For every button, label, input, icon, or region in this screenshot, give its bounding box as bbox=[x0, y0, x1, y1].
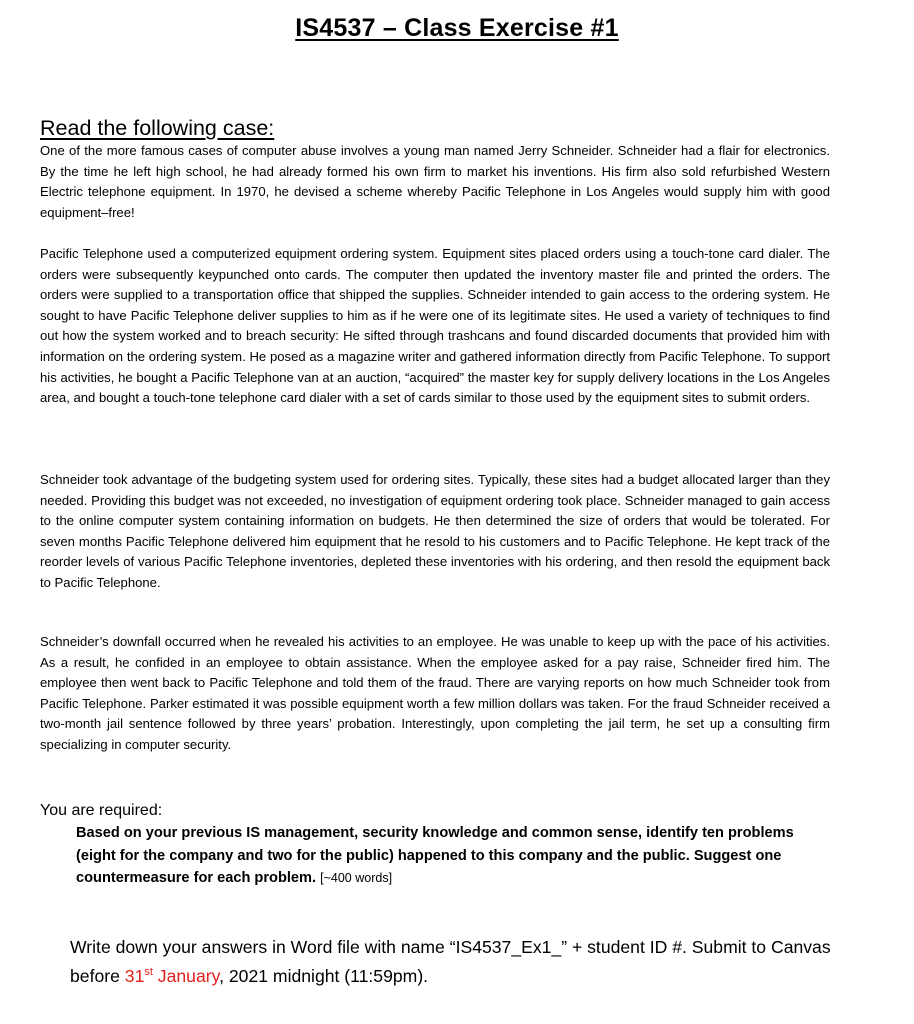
instructions-text: Write down your answers in Word file with name “IS4537_Ex1_” + student ID #. Submit to Canvas before bbox=[70, 937, 831, 986]
paragraph-text: Schneider’s downfall occurred when he revealed his activities to an employee. He was unable to keep up with the pace of his activities. As a result, he confided in an employee to obtain assistance. When the employee asked for a pay raise, Schneider fired him. The employee then went back to Pacific Telephone and told them of the fraud. There are varying reports on how much Schneider took from Pacific Telephone. Parker estimated it was possible equipment worth a few million dollars was taken. For the fraud Schneider received a two-month jail sentence followed by three years’ probation. Interestingly, upon completing the jail term, he set up a consulting firm specializing in computer security. bbox=[40, 634, 830, 752]
title-text: IS4537 – Class Exercise #1 bbox=[295, 14, 619, 42]
paragraph-text: Schneider took advantage of the budgeting system used for ordering sites. Typically, these sites had a budget allocated larger than they needed. Providing this budget was not exceeded, no investigation of equipment ordering took place. Schneider managed to gain access to the online computer system containing information on budgets. He then determined the size of orders that would be tolerated. For seven months Pacific Telephone delivered him equipment that he resold to his customers and to Pacific Telephone. He kept track of the reorder levels of various Pacific Telephone inventories, depleted these inventories with his ordering, and then resold the equipment back to Pacific Telephone. bbox=[40, 472, 830, 590]
deadline-day-suffix: st bbox=[144, 966, 153, 979]
case-paragraph-4 bbox=[40, 632, 830, 756]
word-count: [~400 words] bbox=[320, 871, 393, 885]
deadline-month: January bbox=[152, 966, 220, 986]
case-paragraph-3 bbox=[40, 470, 830, 594]
required-label: You are required: bbox=[40, 802, 163, 819]
submission-instructions bbox=[70, 933, 860, 991]
paragraph-text: One of the more famous cases of computer abuse involves a young man named Jerry Schneider. Schneider had a flair for electronics. By the time he left high school, he had already formed his own firm to market his inventions. His firm also sold refurbished Western Electric telephone equipment. In 1970, he devised a scheme whereby Pacific Telephone in Los Angeles would supply him with good equipment–free! bbox=[40, 143, 830, 220]
instructions-deadline-text: , 2021 midnight (11:59pm). bbox=[219, 966, 429, 986]
deadline-day: 31 bbox=[124, 966, 145, 986]
required-task-text: Based on your previous IS management, security knowledge and common sense, identify ten problems (eight for the company and two for the public) happened to this company and the public. Suggest one countermeasure for each problem. bbox=[76, 825, 794, 886]
required-task bbox=[76, 822, 816, 890]
paragraph-text: Pacific Telephone used a computerized equipment ordering system. Equipment sites placed orders using a touch-tone card dialer. The orders were subsequently keypunched onto cards. The computer then updated the inventory master file and printed the orders. The orders were supplied to a transportation office that shipped the supplies. Schneider intended to gain access to the ordering system. He sought to have Pacific Telephone deliver supplies to him as if he were one of its legitimate sites. He used a variety of techniques to find out how the system worked and to breach security: He sifted through trashcans and found discarded documents that provided him with information on the ordering system. He posed as a magazine writer and gathered information directly from Pacific Telephone. To support his activities, he bought a Pacific Telephone van at an auction, “acquired” the master key for supply delivery locations in the Los Angeles area, and bought a touch-tone telephone card dialer with a set of cards similar to those used by the equipment sites to submit orders. bbox=[40, 246, 830, 406]
case-paragraph-2 bbox=[40, 244, 830, 409]
document-title bbox=[0, 14, 914, 43]
case-heading: Read the following case: bbox=[40, 116, 275, 140]
case-paragraph-1 bbox=[40, 141, 830, 223]
